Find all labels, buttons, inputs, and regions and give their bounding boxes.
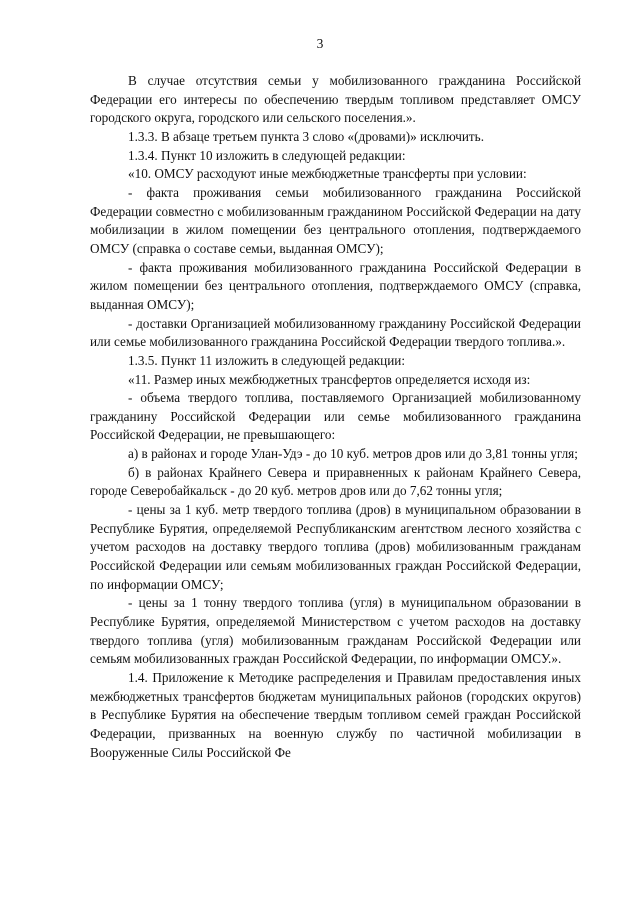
paragraph-12: б) в районах Крайнего Севера и приравненных к районам Крайнего Севера, городе Северобайкальск - до 20 куб. метров дров или до 7,62 тонны угля; xyxy=(90,464,581,499)
paragraph-11: а) в районах и городе Улан-Удэ - до 10 куб. метров дров или до 3,81 тонны угля; xyxy=(128,446,578,462)
paragraph-3: 1.3.4. Пункт 10 изложить в следующей редакции: xyxy=(128,147,406,163)
paragraph-14: - цены за 1 тонну твердого топлива (угля) в муниципальном образовании в Республике Бурятия, определяемой Министерством с учетом расходов на доставку твердого топлива (угля) мобилизованным гражданам Российской Федерации или семьям мобилизованных граждан Российской Федерации, по информации ОМСУ.». xyxy=(90,595,581,667)
paragraph-10: - объема твердого топлива, поставляемого Организацией мобилизованному гражданину Российской Федерации или семье мобилизованного гражданина Российской Федерации, не превышающего: xyxy=(90,390,581,443)
paragraph-9: «11. Размер иных межбюджетных трансфертов определяется исходя из: xyxy=(128,371,531,387)
paragraph-5: - факта проживания семьи мобилизованного гражданина Российской Федерации совместно с мобилизованным гражданином Российской Федерации на дату мобилизации в жилом помещении без центрального отопления, подтверждаемого ОМСУ (справка о составе семьи, выданная ОМСУ); xyxy=(90,184,581,256)
paragraph-4: «10. ОМСУ расходуют иные межбюджетные трансферты при условии: xyxy=(128,166,527,182)
paragraph-2: 1.3.3. В абзаце третьем пункта 3 слово «(дровами)» исключить. xyxy=(128,128,484,144)
paragraph-7: - доставки Организацией мобилизованному гражданину Российской Федерации или семье мобилизованного гражданина Российской Федерации твердого топлива.». xyxy=(90,315,581,350)
paragraph-15: 1.4. Приложение к Методике распределения и Правилам предоставления иных межбюджетных трансфертов бюджетам муниципальных районов (городских округов) в Республике Бурятия на обеспечение твердым топливом семей граждан Российской Федерации, призванных на военную службу по частичной мобилизации в Вооруженные Силы Российской Фе xyxy=(90,670,581,760)
paragraph-13: - цены за 1 куб. метр твердого топлива (дров) в муниципальном образовании в Республике Бурятия, определяемой Республиканским агентством лесного хозяйства с учетом расходов на доставку твердого топлива (дров) мобилизованным гражданам Российской Федерации или семьям мобилизованных граждан Российской Федерации, по информации ОМСУ; xyxy=(90,502,581,592)
paragraph-8: 1.3.5. Пункт 11 изложить в следующей редакции: xyxy=(128,352,406,368)
page-number: 3 xyxy=(316,36,324,51)
paragraph-1: В случае отсутствия семьи у мобилизованного гражданина Российской Федерации его интересы по обеспечению твердым топливом представляет ОМСУ городского округа, городского или сельского поселения.». xyxy=(90,73,581,126)
paragraph-6: - факта проживания мобилизованного гражданина Российской Федерации в жилом помещении без центрального отопления, подтверждаемого ОМСУ (справка, выданная ОМСУ); xyxy=(90,259,581,312)
document-body xyxy=(90,72,581,762)
